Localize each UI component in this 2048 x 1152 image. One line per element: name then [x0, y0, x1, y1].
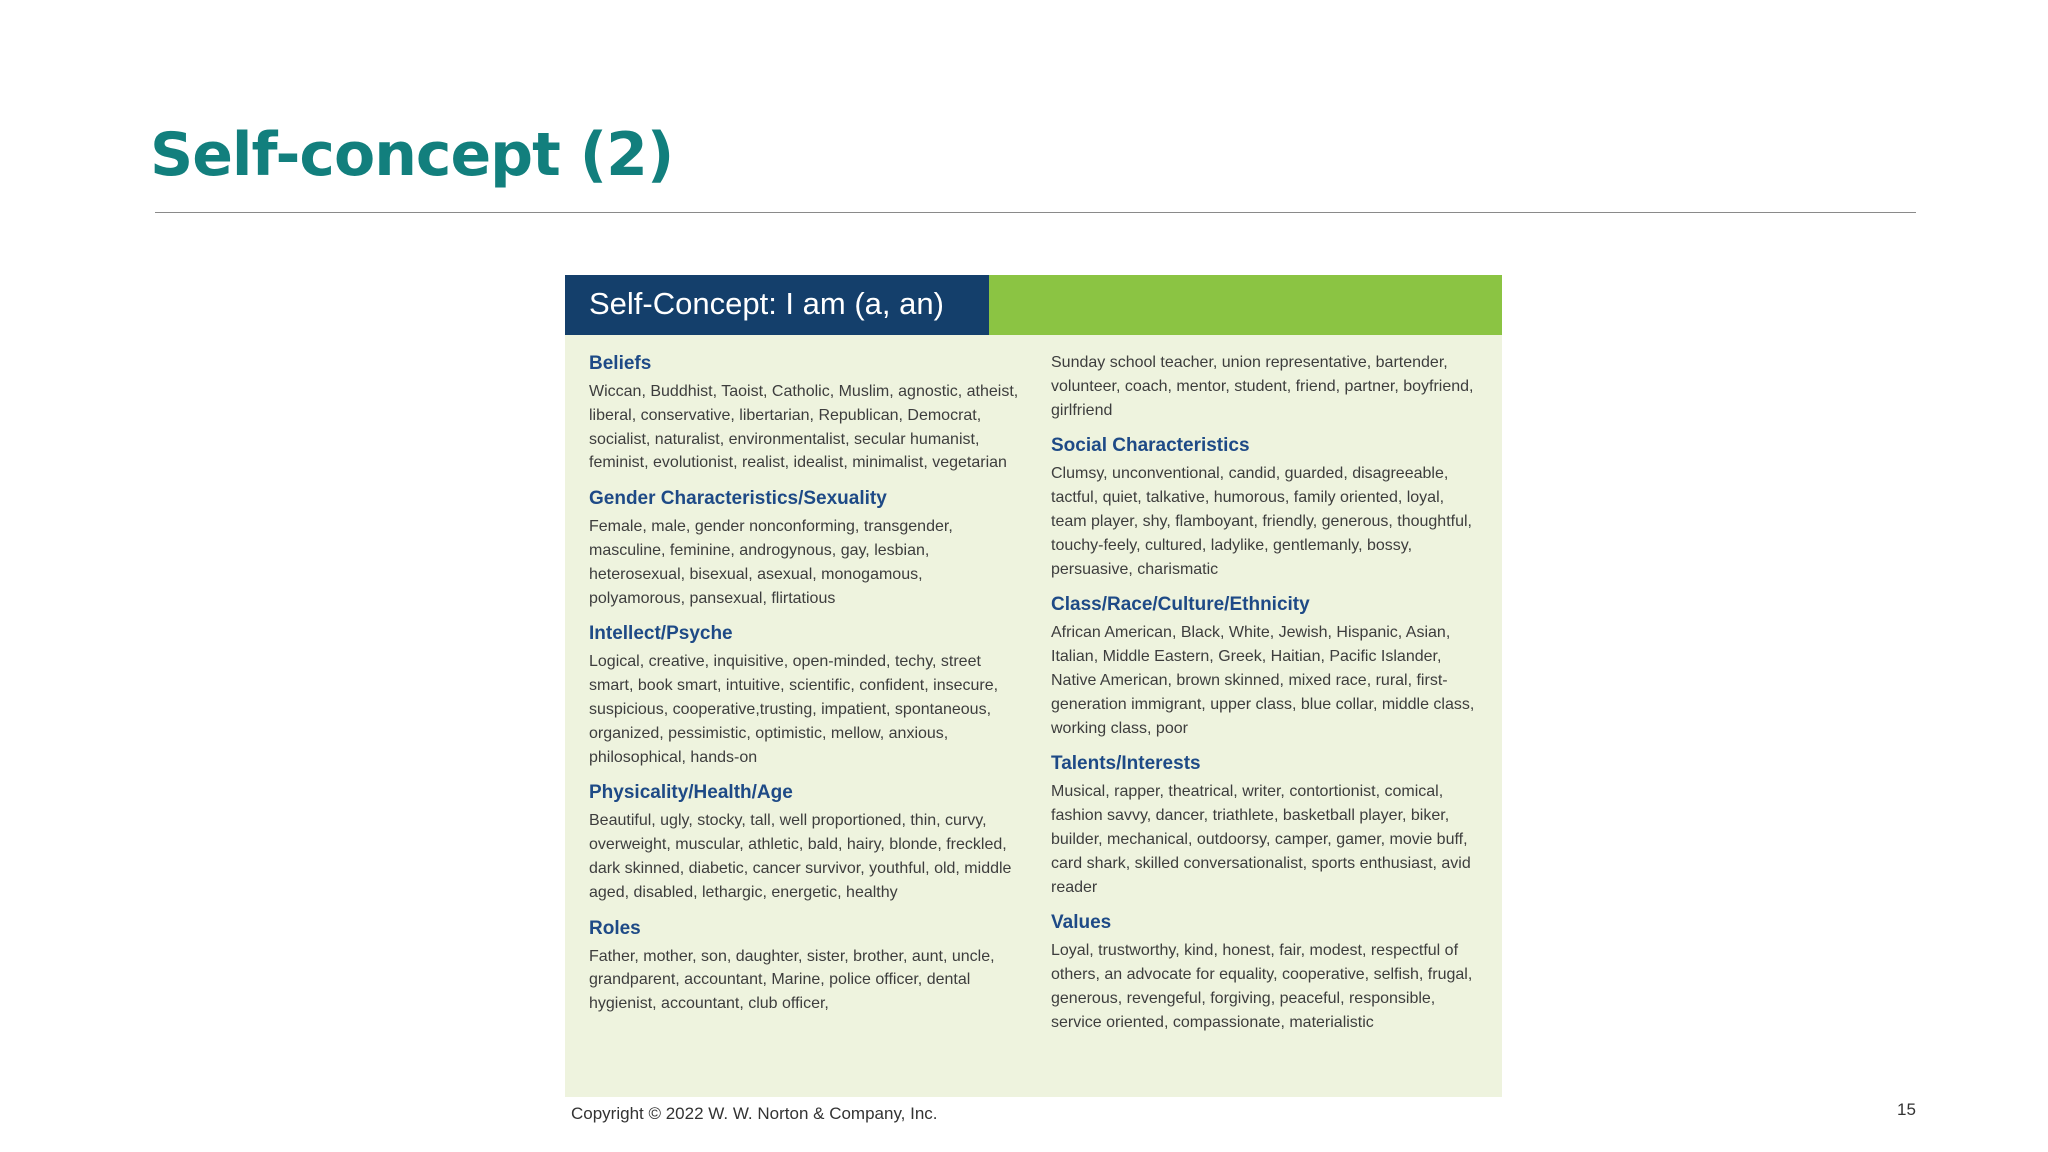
section-beliefs: [589, 351, 1019, 475]
section-roles: [589, 916, 1019, 1016]
section-text: Wiccan, Buddhist, Taoist, Catholic, Muslim, agnostic, atheist, liberal, conservative, libertarian, Republican, Democrat, socialist, naturalist, environmentalist, secular humanist, feminist, evolutionist, realist, idealist, minimalist, vegetarian: [589, 383, 1019, 472]
section-text: Clumsy, unconventional, candid, guarded, disagreeable, tactful, quiet, talkative, humorous, family oriented, loyal, team player, shy, flamboyant, friendly, generous, thoughtful, touchy-feely, cultured, ladylike, gentlemanly, bossy, persuasive, charismatic: [1051, 465, 1472, 578]
section-class-race-culture-ethnicity: [1051, 592, 1481, 740]
section-heading: Roles: [589, 917, 641, 939]
section-heading: Values: [1051, 912, 1112, 934]
section-heading: Class/Race/Culture/Ethnicity: [1051, 594, 1310, 616]
section-text: Female, male, gender nonconforming, transgender, masculine, feminine, androgynous, gay, lesbian, heterosexual, bisexual, asexual, monogamous, polyamorous, pansexual, flirtatious: [589, 518, 953, 607]
figure-header-bar: [565, 275, 1502, 335]
section-heading: Social Characteristics: [1051, 435, 1250, 457]
section-heading: Beliefs: [589, 353, 652, 374]
section-values: [1051, 910, 1481, 1034]
figure-header-title-box: [565, 275, 989, 335]
section-social-characteristics: [1051, 433, 1481, 581]
section-heading: Physicality/Health/Age: [589, 782, 793, 804]
section-text: African American, Black, White, Jewish, Hispanic, Asian, Italian, Middle Eastern, Greek, Haitian, Pacific Islander, Native American, brown skinned, mixed race, rural, first-generation immigrant, upper class, blue collar, middle class, working class, poor: [1051, 624, 1475, 737]
section-text: Musical, rapper, theatrical, writer, contortionist, comical, fashion savvy, dancer, triathlete, basketball player, biker, builder, mechanical, outdoorsy, camper, gamer, movie buff, card shark, skilled conversationalist, sports enthusiast, avid reader: [1051, 783, 1471, 896]
slide-title: Self-concept (2): [150, 120, 674, 190]
figure-right-column: [1051, 351, 1481, 1046]
figure-title: Self-Concept: I am (a, an): [589, 286, 944, 321]
self-concept-figure: [565, 275, 1502, 1097]
title-divider: [155, 212, 1916, 213]
copyright-notice: Copyright © 2022 W. W. Norton & Company, Inc.: [571, 1104, 938, 1123]
section-physicality-health-age: [589, 780, 1019, 904]
section-talents-interests: [1051, 751, 1481, 899]
section-gender-sexuality: [589, 486, 1019, 610]
page-number: 15: [1897, 1100, 1916, 1119]
section-intellect-psyche: [589, 621, 1019, 769]
section-heading: Talents/Interests: [1051, 753, 1201, 775]
figure-left-column: [589, 351, 1019, 1027]
section-text: Loyal, trustworthy, kind, honest, fair, modest, respectful of others, an advocate for equality, cooperative, selfish, frugal, generous, revengeful, forgiving, peaceful, responsible, service oriented, compassionate, materialistic: [1051, 942, 1473, 1031]
section-roles-continued: [1051, 351, 1481, 422]
section-text: Sunday school teacher, union representative, bartender, volunteer, coach, mentor, student, friend, partner, boyfriend, girlfriend: [1051, 354, 1474, 419]
section-heading: Gender Characteristics/Sexuality: [589, 488, 887, 510]
section-text: Logical, creative, inquisitive, open-minded, techy, street smart, book smart, intuitive, scientific, confident, insecure, suspicious, cooperative,trusting, impatient, spontaneous, organized, pessimistic, optimistic, mellow, anxious, philosophical, hands-on: [589, 653, 999, 766]
section-heading: Intellect/Psyche: [589, 623, 733, 645]
section-text: Father, mother, son, daughter, sister, brother, aunt, uncle, grandparent, accountant, Marine, police officer, dental hygienist, accountant, club officer,: [589, 947, 995, 1013]
section-text: Beautiful, ugly, stocky, tall, well proportioned, thin, curvy, overweight, muscular, athletic, bald, hairy, blonde, freckled, dark skinned, diabetic, cancer survivor, youthful, old, middle aged, disabled, lethargic, energetic, healthy: [589, 812, 1012, 901]
